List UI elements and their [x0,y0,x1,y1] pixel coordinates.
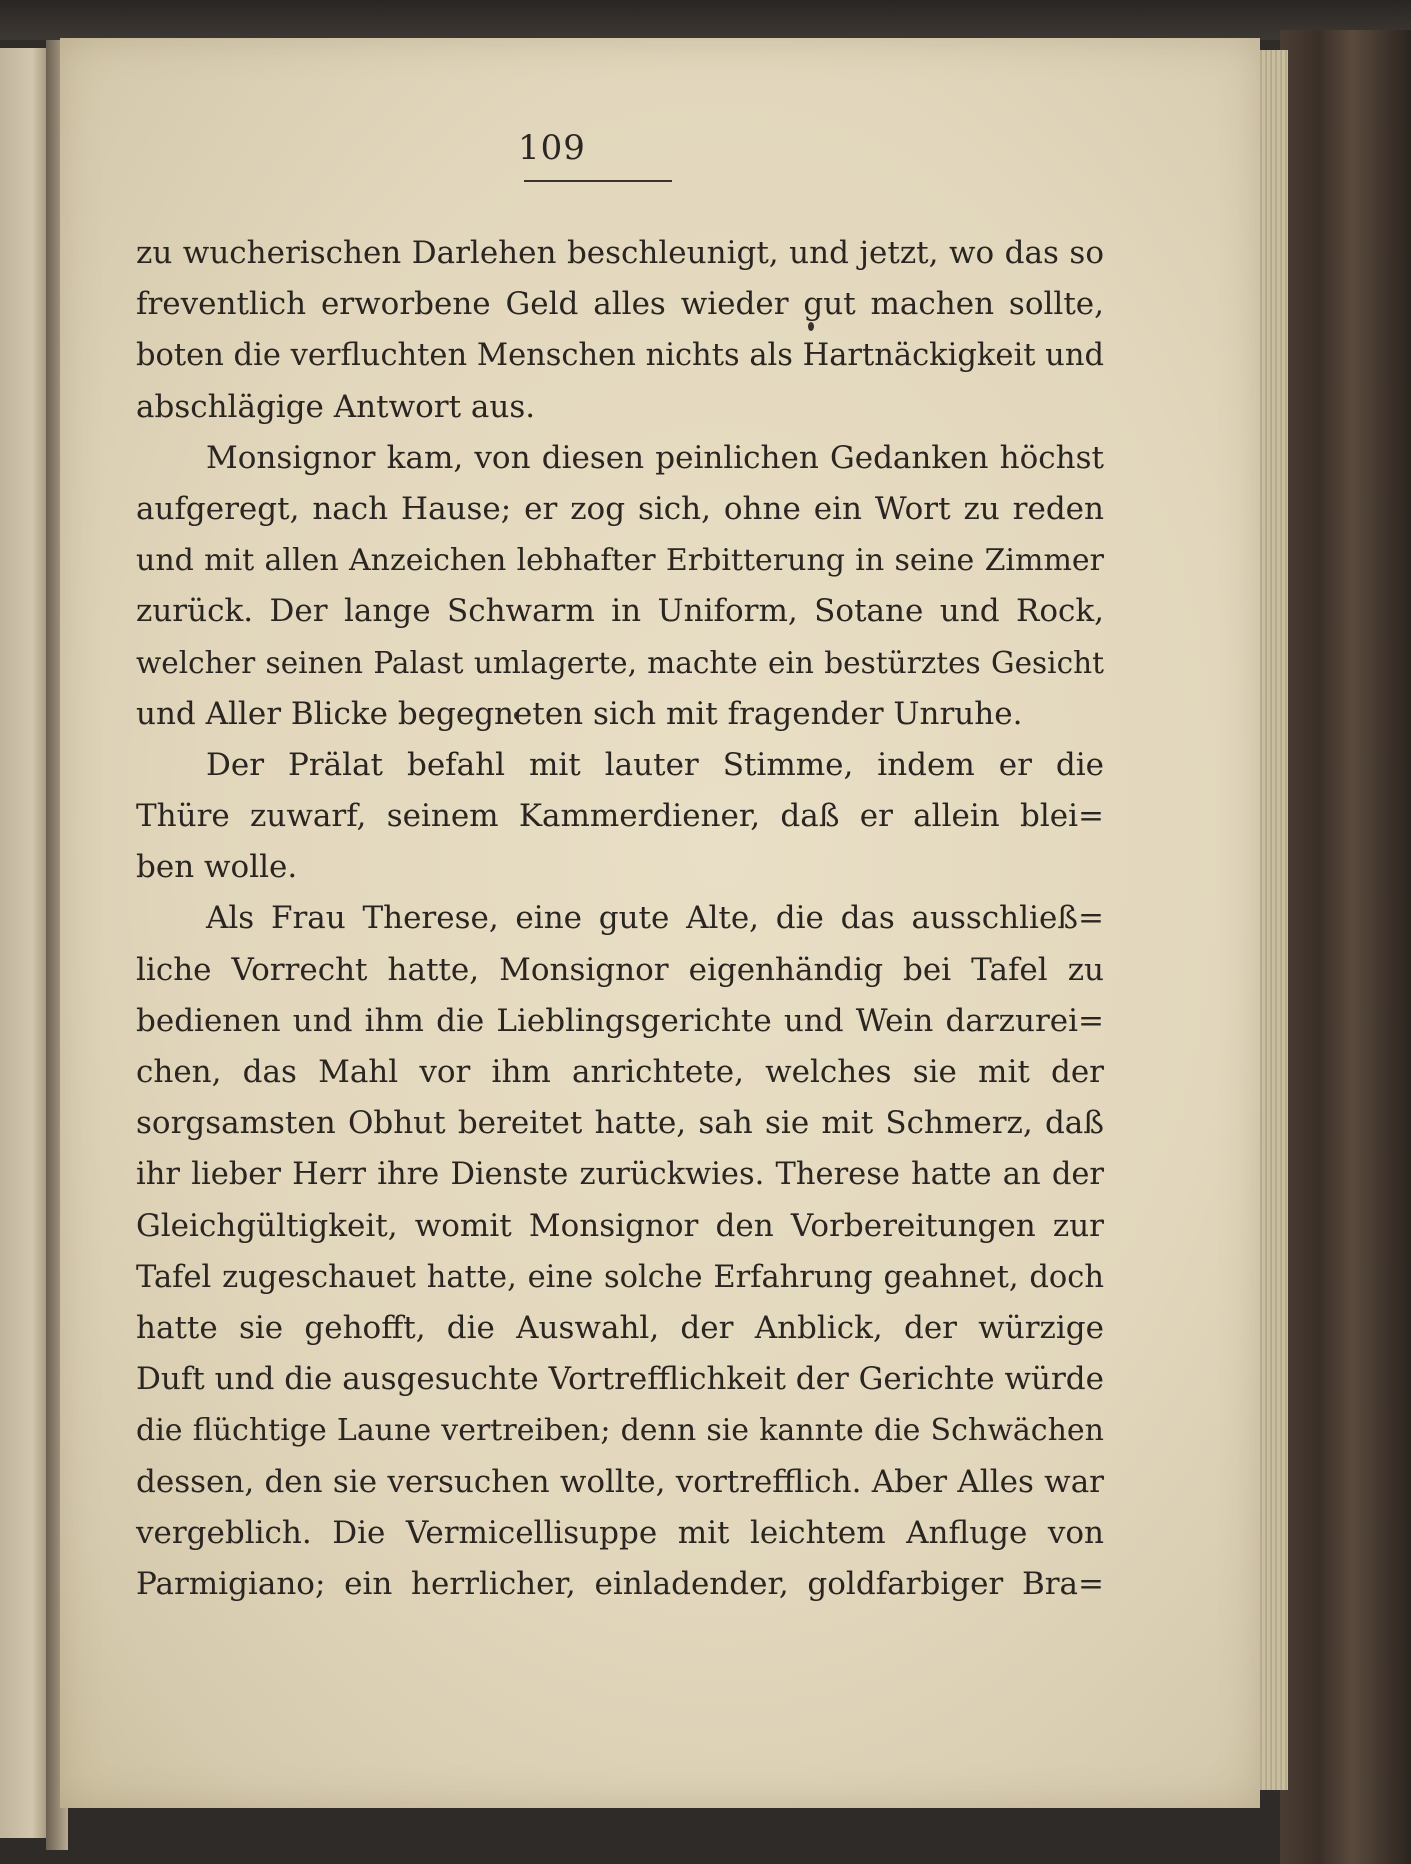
text-line: Monsignor kam, von diesen peinlichen Gedanken höchst [206,439,1104,476]
text-line: liche Vorrecht hatte, Monsignor eigenhändig bei Tafel zu [136,951,1104,988]
text-line: dessen, den sie versuchen wollte, vortrefflich. Aber Alles war [136,1463,1104,1500]
text-line: sorgsamsten Obhut bereitet hatte, sah sie mit Schmerz, daß [136,1105,1104,1142]
text-line: Als Frau Therese, eine gute Alte, die das ausschließ= [206,900,1104,937]
text-line: zu wucherischen Darlehen beschleunigt, und jetzt, wo das so [136,235,1104,271]
text-line: Parmigiano; ein herrlicher, einladender, goldfarbiger Bra= [136,1565,1104,1602]
text-line: und Aller Blicke begegneten sich mit fragender Unruhe. [136,695,1023,732]
text-line: aufgeregt, nach Hause; er zog sich, ohne ein Wort zu reden [136,490,1104,527]
text-line: Tafel zugeschauet hatte, eine solche Erfahrung geahnet, doch [136,1259,1104,1295]
facing-page-edge [0,48,46,1838]
page-text [136,228,1104,1610]
text-line: abschlägige Antwort aus. [136,388,536,425]
text-line: und mit allen Anzeichen lebhafter Erbitterung in seine Zimmer [136,543,1104,579]
text-line: freventlich erworbene Geld alles wieder gut machen sollte, [136,286,1104,323]
text-line: Gleichgültigkeit, womit Monsignor den Vorbereitungen zur [136,1207,1104,1244]
text-line: Der Prälat befahl mit lauter Stimme, indem er die [206,746,1104,783]
text-line: ben wolle. [136,849,298,886]
text-line: boten die verfluchten Menschen nichts als Hartnäckigkeit und [136,338,1104,374]
text-line: zurück. Der lange Schwarm in Uniform, Sotane und Rock, [136,593,1104,630]
text-line: bedienen und ihm die Lieblingsgerichte und Wein darzurei= [136,1002,1104,1039]
book-cover-top [0,0,1411,40]
page-edges [1258,50,1288,1790]
text-line: vergeblich. Die Vermicellisuppe mit leichtem Anfluge von [136,1514,1104,1551]
text-line: chen, das Mahl vor ihm anrichtete, welches sie mit der [136,1054,1104,1090]
text-line: welcher seinen Palast umlagerte, machte ein bestürztes Gesicht [136,645,1104,680]
text-line: hatte sie gehofft, die Auswahl, der Anblick, der würzige [136,1309,1104,1346]
page-number: 109 [518,128,586,168]
text-line: die flüchtige Laune vertreiben; denn sie kannte die Schwächen [136,1413,1104,1449]
text-line: Thüre zuwarf, seinem Kammerdiener, daß er allein blei= [136,798,1104,835]
text-line: Duft und die ausgesuchte Vortrefflichkeit der Gerichte würde [136,1361,1104,1398]
page-number-rule [524,180,672,182]
book-cover-right [1280,30,1411,1864]
text-line: ihr lieber Herr ihre Dienste zurückwies. Therese hatte an der [136,1157,1104,1193]
